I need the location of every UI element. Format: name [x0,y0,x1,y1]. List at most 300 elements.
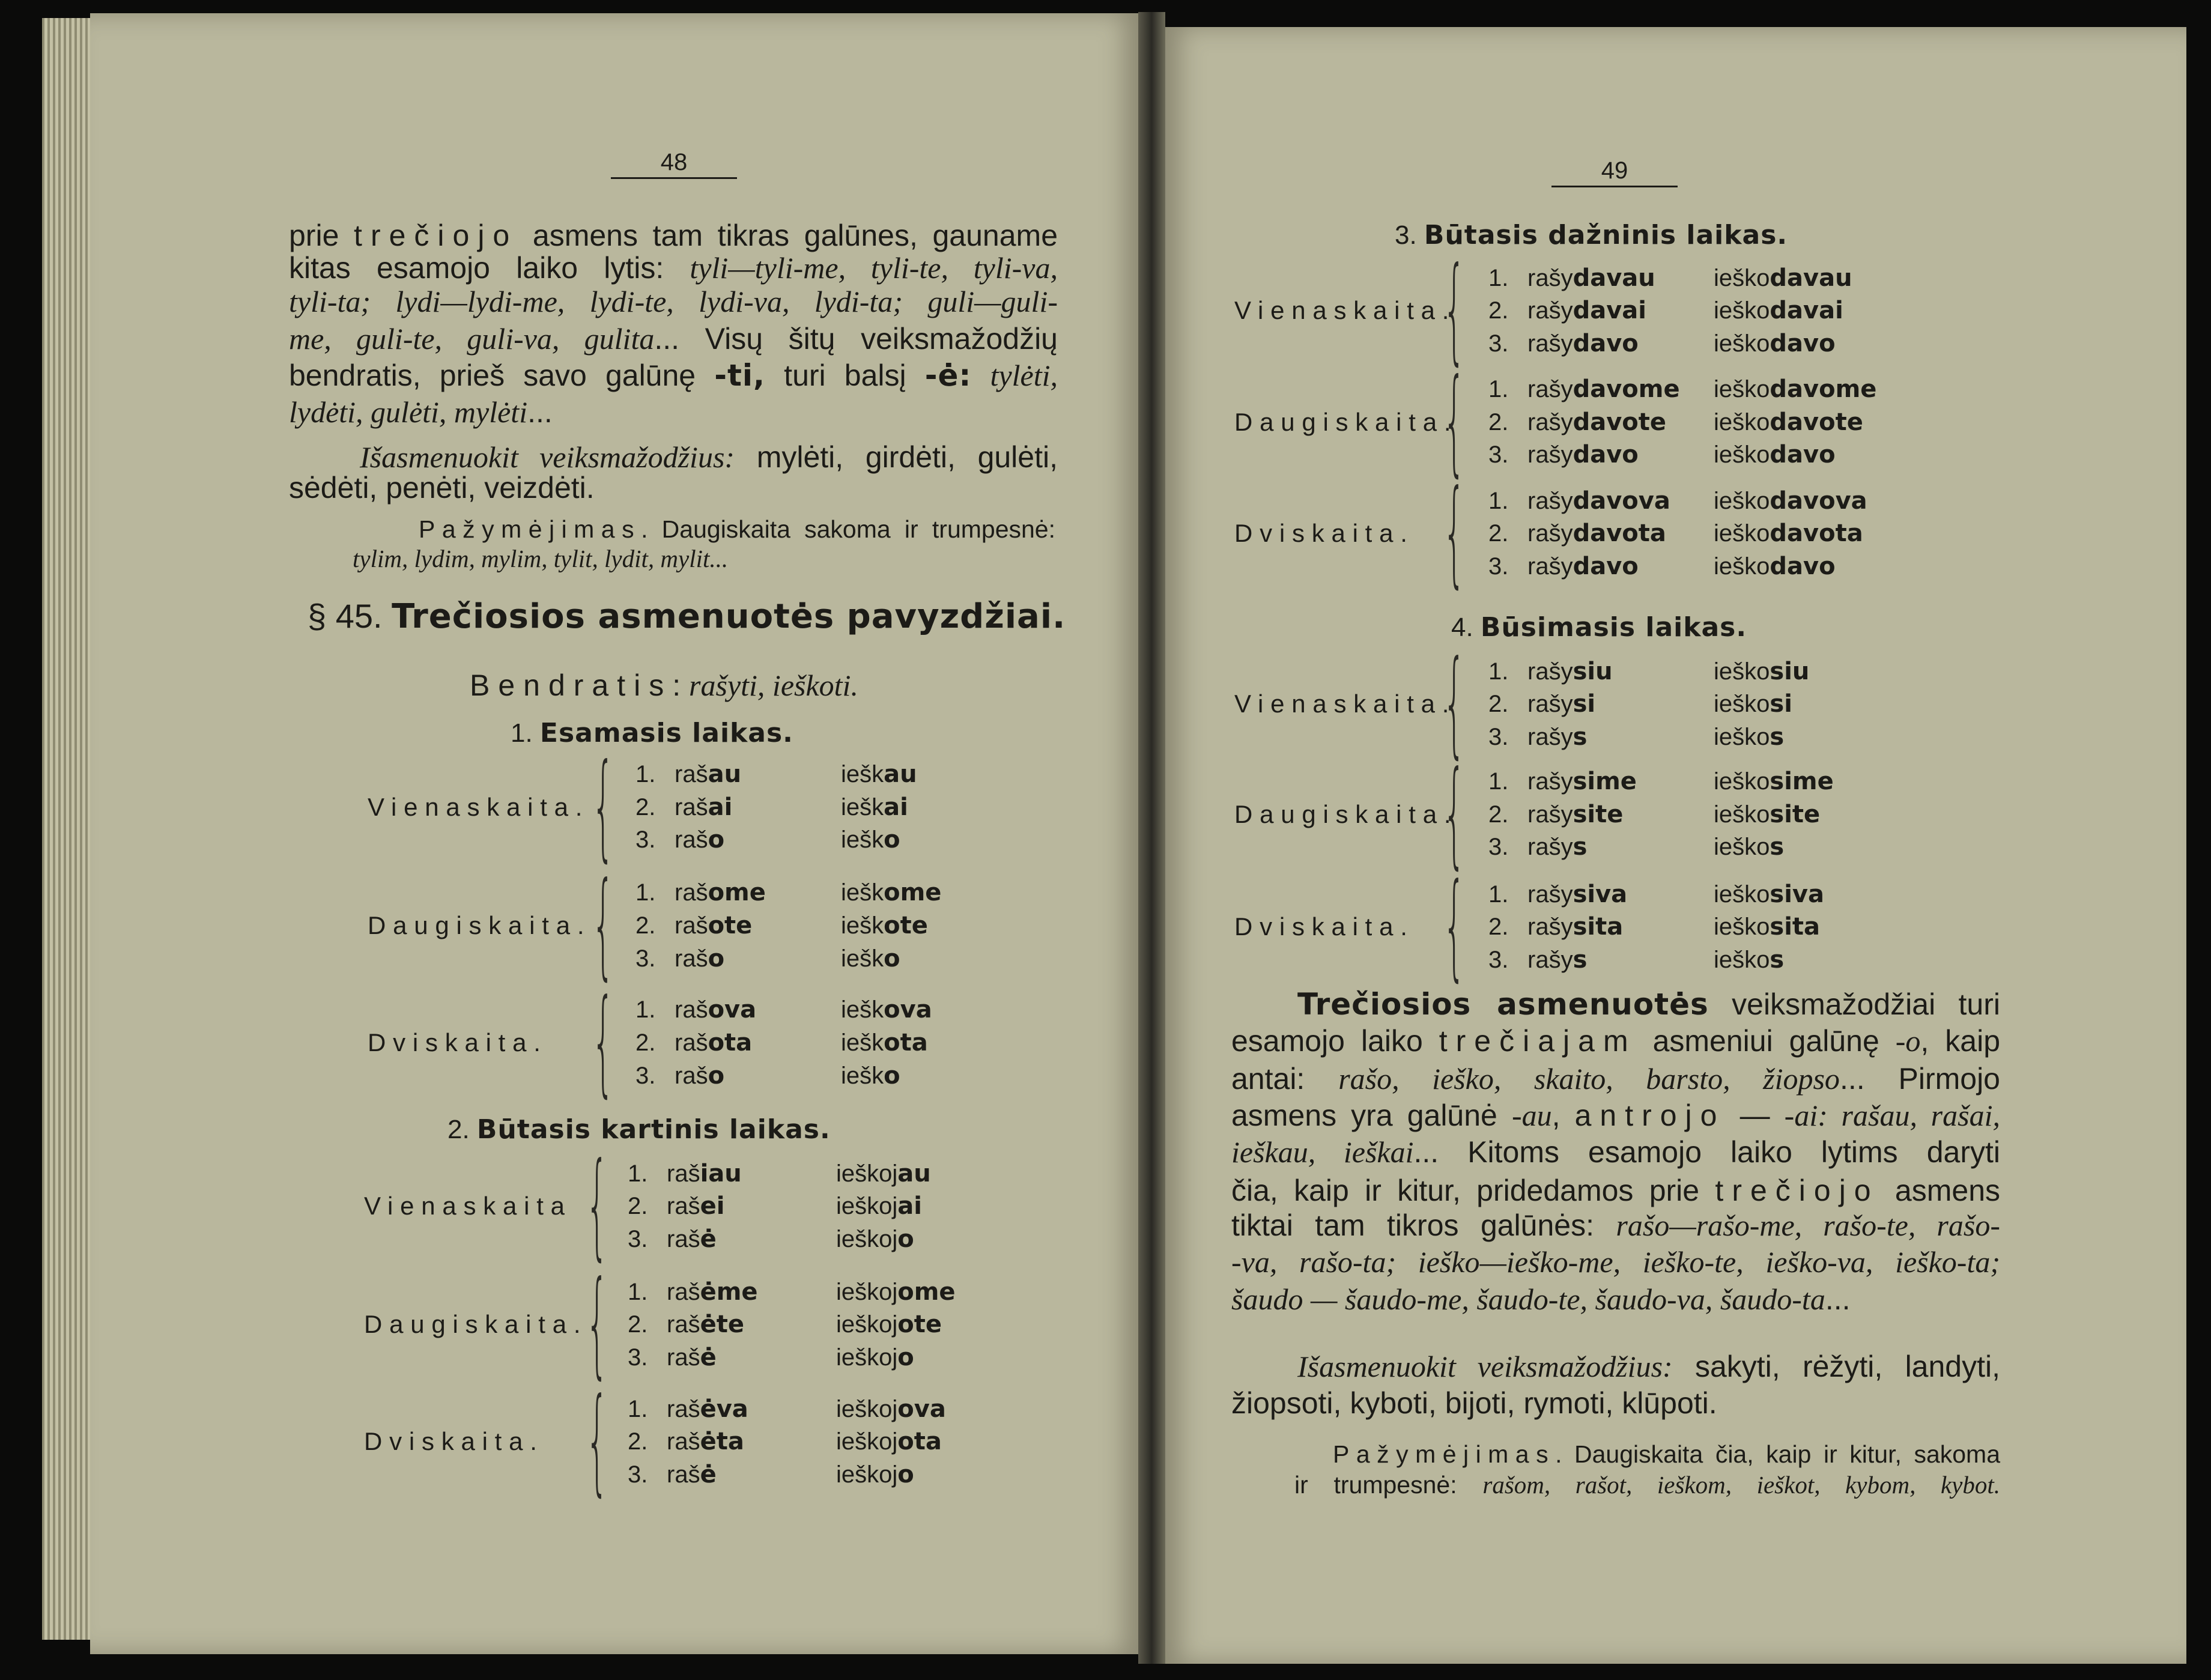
number-label: Vienaskaita. [1234,296,1457,325]
verb-ending: siva [1770,880,1824,908]
tense-number: 3. [1395,220,1424,250]
verb-ending: o [897,1225,914,1253]
verb-form-rasyti [1527,721,1587,753]
text-segment: -ė: [924,357,972,393]
number-label: Dviskaita. [368,1028,548,1057]
verb-stem: ieškoj [836,1225,898,1252]
verb-stem: raš [675,1062,708,1089]
verb-ending: davova [1770,487,1867,515]
text-segment: antai: [1231,1062,1339,1096]
brace-icon: { [592,739,615,875]
verb-stem: raš [667,1461,700,1488]
number-label: Dviskaita. [364,1427,544,1456]
verb-form-rasyti [675,994,756,1025]
verb-stem: rašy [1527,658,1573,685]
text-segment: -va, rašo-ta; ieško—ieško-me, ieško-te, ieško-va, ieško-ta; [1231,1245,2000,1279]
verb-ending: s [1770,946,1785,974]
brace-icon: { [1443,354,1466,490]
text-segment: . Daugiskaita sakoma ir trumpesnė: [641,515,1055,543]
verb-stem: raš [675,912,708,939]
number-label: Vienaskaita. [368,792,590,821]
text-segment: Bendratis [470,669,673,703]
verb-stem: ieško [1714,724,1770,751]
paragraph-line [289,217,1058,253]
verb-form-rasyti [1527,831,1587,863]
verb-ending: o [897,1461,914,1489]
verb-stem: iešk [841,1062,884,1089]
verb-ending: o [708,826,725,854]
verb-ending: sime [1573,767,1637,795]
person-number: 3. [1488,724,1509,751]
text-segment: , kaip [1920,1023,2001,1058]
verb-ending: ė [700,1461,717,1489]
verb-ending: sime [1770,767,1834,795]
verb-form-ieskoti [1714,374,1876,405]
verb-ending: ai [897,1192,922,1221]
person-number: 2. [1488,297,1509,324]
tense-title: Būsimasis laikas. [1480,611,1747,643]
person-number: 1. [1488,658,1509,685]
text-segment: me, guli-te, guli-va, gulita [289,321,655,356]
text-segment: antrojo [1574,1099,1726,1133]
verb-ending: davome [1573,375,1680,404]
text-segment: veiksmažodžiai turi [1708,987,2000,1021]
text-segment: mylėti, girdėti, gulėti, [735,440,1058,474]
verb-ending: site [1770,800,1821,828]
paragraph-line [1297,986,2000,1022]
verb-form-rasyti [1527,374,1680,405]
verb-form-ieskoti [1714,407,1863,438]
brace-icon: { [1443,860,1466,995]
verb-form-ieskoti [1714,879,1824,910]
verb-stem: iešk [841,912,884,939]
verb-stem: rašy [1527,376,1573,403]
person-number: 3. [1488,330,1509,357]
person-number: 3. [635,826,656,854]
number-label: Vienaskaita. [1234,690,1457,718]
verb-ending: ova [884,996,932,1024]
note-line [1294,1470,2000,1500]
text-segment: turi balsį [765,358,925,392]
verb-form-ieskoti [836,1224,914,1255]
verb-stem: raš [667,1225,700,1252]
verb-ending: davome [1770,375,1877,404]
verb-form-rasyti [667,1342,717,1373]
verb-form-ieskoti [841,1060,900,1091]
verb-stem: raš [667,1428,700,1455]
text-segment: ... Pirmojo [1839,1062,2000,1096]
note-line [1333,1439,2000,1469]
text-segment: Trečiosios asmenuotės pavyzdžiai. [392,597,1066,637]
person-number: 1. [628,1278,648,1305]
number-label: Daugiskaita. [368,911,592,939]
person-number: 1. [1488,881,1509,908]
verb-form-rasyti [675,1060,724,1091]
text-segment: rašo, ieško, skaito, barsto, žiopso [1338,1062,1840,1096]
verb-ending: sita [1573,913,1624,941]
number-label: Dviskaita. [1234,519,1415,548]
person-number: 2. [628,1193,648,1220]
number-label: Dviskaita. [1234,912,1415,941]
paragraph-line [1231,1097,2000,1133]
text-segment: ir trumpesnė: [1294,1471,1483,1499]
text-segment: asmens yra galūnė [1231,1099,1512,1133]
paragraph-line [1231,1134,2000,1170]
person-number: 2. [635,793,656,820]
verb-stem: ieškoj [836,1395,898,1422]
verb-stem: rašy [1527,553,1573,580]
text-segment: šaudo — šaudo-me, šaudo-te, šaudo-va, šaudo-ta [1231,1282,1825,1316]
text-segment: trečiojo [1715,1173,1879,1207]
verb-ending: o [884,826,900,854]
text-segment: tylėti, [990,358,1058,392]
text-segment: ... [527,395,553,429]
brace-icon: { [592,858,615,993]
text-segment: žiopsoti, kyboti, bijoti, rymoti, klūpoti. [1231,1386,1717,1421]
verb-ending: davai [1573,297,1646,325]
verb-form-rasyti [675,910,752,941]
person-number: 1. [1488,264,1509,291]
text-segment: -au [1511,1099,1552,1133]
text-segment: Pažymėjimas [1333,1440,1556,1468]
verb-ending: s [1573,946,1588,974]
paragraph-line [289,284,1058,320]
text-segment: rašyti, ieškoti. [689,669,858,703]
verb-ending: site [1573,800,1624,828]
verb-ending: ė [700,1225,717,1253]
verb-form-rasyti [675,877,766,908]
verb-form-ieskoti [1714,944,1784,975]
verb-ending: ote [897,1311,942,1339]
text-segment: . Daugiskaita čia, kaip ir kitur, sakoma [1555,1440,2000,1468]
person-number: 1. [635,879,656,906]
verb-stem: ieško [1714,947,1770,974]
verb-stem: ieškoj [836,1193,898,1220]
verb-form-rasyti [667,1309,744,1340]
person-number: 2. [1488,520,1509,547]
text-segment: asmeniui galūnę [1636,1023,1896,1058]
verb-stem: rašy [1527,297,1573,324]
number-label: Daugiskaita. [1234,407,1458,436]
verb-ending: davau [1770,264,1852,292]
exercise-line [289,470,1058,506]
text-segment: -ai: rašau, rašai, [1784,1099,2000,1133]
verb-stem: ieškoj [836,1278,898,1305]
verb-stem: raš [667,1344,700,1371]
verb-form-ieskoti [836,1459,914,1490]
verb-ending: s [1573,723,1588,751]
verb-ending: sita [1770,913,1821,941]
verb-form-rasyti [667,1190,724,1222]
person-number: 2. [635,1029,656,1056]
text-segment: Išasmenuokit veiksmažodžius: [360,440,735,474]
verb-ending: ė [700,1344,717,1372]
text-segment: čia, kaip ir kitur, pridedamos prie [1231,1173,1715,1207]
verb-ending: ėte [700,1311,744,1339]
verb-ending: davota [1573,520,1666,548]
text-segment: Trečiosios asmenuotės [1297,986,1709,1022]
verb-form-ieskoti [841,792,908,823]
text-segment: ieškau, ieškai [1231,1135,1414,1169]
verb-stem: ieško [1714,330,1770,357]
verb-ending: ova [708,996,757,1024]
text-segment: : [672,669,690,703]
verb-form-ieskoti [1714,262,1852,294]
verb-stem: ieško [1714,553,1770,580]
verb-form-rasyti [675,824,724,855]
verb-stem: iešk [841,793,884,820]
verb-stem: iešk [841,761,884,788]
paragraph-line [1231,1207,2000,1243]
verb-stem: raš [675,996,708,1023]
verb-form-rasyti [667,1276,758,1308]
verb-ending: s [1573,833,1588,861]
tense-number: 2. [447,1114,477,1144]
verb-stem: rašy [1527,691,1573,718]
text-segment: rašom, rašot, ieškom, ieškot, kybom, kybot. [1482,1471,2000,1499]
verb-ending: ota [708,1028,753,1057]
text-segment: tyli—tyli-me, tyli-te, tyli-va, [690,251,1058,285]
page-number-left: 48 [611,147,737,179]
verb-stem: ieškoj [836,1461,898,1488]
brace-icon: { [592,975,615,1110]
paragraph-line [1231,1244,2000,1280]
note-line [419,514,1055,544]
text-segment: kitas esamojo laiko lytis: [289,251,690,285]
text-segment: bendratis, prieš savo galūnę [289,358,715,392]
verb-stem: raš [667,1160,700,1187]
verb-form-rasyti [667,1393,748,1425]
text-segment: tiktai tam tikros galūnės: [1231,1208,1616,1243]
verb-stem: iešk [841,996,884,1023]
verb-form-rasyti [675,759,741,790]
verb-stem: rašy [1527,487,1573,514]
text-segment: -ti, [714,357,766,393]
text-segment: trečiajam [1439,1023,1637,1058]
verb-stem: iešk [841,1029,884,1056]
verb-ending: ėva [700,1395,748,1423]
verb-ending: ota [897,1428,942,1456]
verb-ending: au [897,1159,931,1187]
person-number: 2. [1488,914,1509,941]
verb-ending: davo [1770,329,1836,357]
verb-form-rasyti [675,792,732,823]
text-segment: prie [289,219,354,253]
verb-ending: siu [1770,657,1810,685]
verb-form-rasyti [1527,911,1623,942]
verb-form-ieskoti [1714,518,1863,549]
verb-form-rasyti [1527,295,1646,326]
verb-form-ieskoti [836,1426,942,1457]
text-segment: Išasmenuokit veiksmažodžius: [1297,1350,1673,1384]
text-segment: -o [1895,1023,1921,1058]
verb-stem: ieško [1714,441,1770,469]
verb-stem: rašy [1527,801,1573,828]
verb-form-rasyti [667,1224,717,1255]
verb-ending: iau [700,1159,742,1187]
person-number: 3. [1488,834,1509,861]
verb-stem: raš [675,879,708,906]
verb-ending: davai [1770,297,1843,325]
verb-form-ieskoti [1714,721,1784,753]
person-number: 1. [1488,376,1509,403]
tense-heading [1451,611,1747,644]
verb-ending: davota [1770,520,1863,548]
paragraph-line [289,321,1058,357]
page-number-right: 49 [1551,156,1678,187]
person-number: 3. [635,1062,656,1089]
verb-stem: ieško [1714,834,1770,861]
verb-form-rasyti [675,1027,752,1058]
page-edges [42,18,96,1640]
verb-stem: raš [675,945,708,972]
verb-stem: ieško [1714,881,1770,908]
section-heading [308,596,1064,636]
text-segment: sėdėti, penėti, veizdėti. [289,471,595,505]
verb-ending: ova [897,1395,946,1423]
verb-form-rasyti [1527,551,1639,582]
verb-ending: davova [1573,487,1670,515]
verb-stem: raš [675,793,708,820]
verb-form-rasyti [1527,518,1666,549]
verb-form-rasyti [1527,262,1655,294]
verb-form-rasyti [1527,766,1637,797]
brace-icon: { [1443,466,1466,601]
verb-form-ieskoti [1714,328,1836,359]
person-number: 2. [1488,408,1509,435]
verb-form-ieskoti [1714,485,1867,517]
verb-form-ieskoti [841,910,928,941]
verb-stem: iešk [841,879,884,906]
verb-form-ieskoti [1714,799,1820,830]
verb-form-rasyti [1527,944,1587,975]
verb-form-ieskoti [841,759,917,790]
verb-ending: ote [884,911,928,939]
verb-ending: si [1573,690,1596,718]
verb-ending: o [884,944,900,972]
verb-ending: davo [1573,441,1639,469]
person-number: 1. [628,1160,648,1187]
verb-stem: rašy [1527,408,1573,435]
person-number: 3. [1488,553,1509,580]
text-segment: lydėti, gulėti, mylėti [289,395,528,429]
verb-ending: s [1770,723,1785,751]
verb-form-ieskoti [841,877,941,908]
text-segment: — [1725,1099,1785,1133]
verb-form-ieskoti [1714,688,1792,720]
text-segment: trečiojo [354,219,518,253]
verb-stem: ieško [1714,768,1770,795]
verb-stem: rašy [1527,724,1573,751]
text-segment: asmens tam tikras galūnes, gauname [518,219,1058,253]
verb-ending: o [708,944,725,972]
verb-form-ieskoti [836,1342,914,1373]
verb-stem: rašy [1527,768,1573,795]
verb-form-rasyti [1527,485,1670,517]
verb-stem: raš [675,826,708,854]
verb-stem: ieškoj [836,1311,898,1338]
person-number: 1. [628,1395,648,1422]
verb-ending: davo [1770,552,1836,580]
brace-icon: { [586,1374,609,1509]
verb-stem: ieško [1714,691,1770,718]
text-segment [971,359,990,392]
verb-ending: ome [708,879,766,907]
verb-form-rasyti [667,1158,742,1189]
verb-form-ieskoti [836,1393,946,1425]
verb-form-ieskoti [1714,439,1836,470]
verb-form-rasyti [667,1426,744,1457]
tense-number: 1. [511,718,540,748]
paragraph-line [1231,1281,2000,1317]
verb-form-ieskoti [841,994,932,1025]
paragraph-line [1231,1023,2000,1059]
brace-icon: { [1443,243,1466,378]
person-number: 2. [628,1311,648,1338]
verb-form-rasyti [1527,799,1623,830]
exercise-line [1297,1348,2000,1384]
verb-ending: ai [708,793,733,821]
verb-stem: ieško [1714,297,1770,324]
text-segment: , [1551,1099,1575,1133]
verb-ending: s [1770,833,1785,861]
verb-ending: davo [1573,329,1639,357]
paragraph-line [289,394,1058,430]
infinitive-line [470,667,950,703]
person-number: 3. [628,1461,648,1488]
note-line [353,544,1055,574]
verb-form-ieskoti [836,1190,922,1222]
verb-form-ieskoti [841,943,900,974]
verb-ending: o [897,1344,914,1372]
verb-stem: rašy [1527,914,1573,941]
verb-ending: davote [1770,408,1863,436]
text-segment: § 45. [308,597,392,635]
text-segment: sakyti, rėžyti, landyti, [1672,1350,2000,1384]
exercise-line [1231,1385,2000,1421]
person-number: 3. [1488,947,1509,974]
verb-stem: rašy [1527,834,1573,861]
verb-stem: raš [667,1278,700,1305]
person-number: 3. [1488,441,1509,469]
text-segment: tylim, lydim, mylim, tylit, lydit, mylit... [353,544,729,572]
brace-icon: { [586,1139,609,1274]
verb-stem: raš [667,1311,700,1338]
paragraph-line [1231,1172,2000,1208]
verb-ending: davote [1573,408,1667,436]
verb-form-rasyti [1527,328,1639,359]
verb-ending: davo [1573,552,1639,580]
person-number: 3. [635,945,656,972]
text-segment: rašo—rašo-me, rašo-te, rašo- [1616,1208,2000,1243]
tense-title: Būtasis dažninis laikas. [1424,220,1788,251]
verb-ending: o [708,1061,725,1090]
paragraph-line [289,357,1058,393]
verb-stem: raš [667,1193,700,1220]
verb-form-ieskoti [1714,551,1836,582]
verb-form-rasyti [1527,879,1627,910]
verb-stem: rašy [1527,330,1573,357]
verb-ending: ome [884,879,942,907]
person-number: 2. [635,912,656,939]
number-label: Daugiskaita. [364,1310,588,1339]
verb-stem: ieško [1714,487,1770,514]
person-number: 1. [1488,768,1509,795]
tense-number: 4. [1451,612,1481,642]
verb-form-ieskoti [836,1309,942,1340]
brace-icon: { [1443,747,1466,882]
person-number: 1. [635,761,656,788]
